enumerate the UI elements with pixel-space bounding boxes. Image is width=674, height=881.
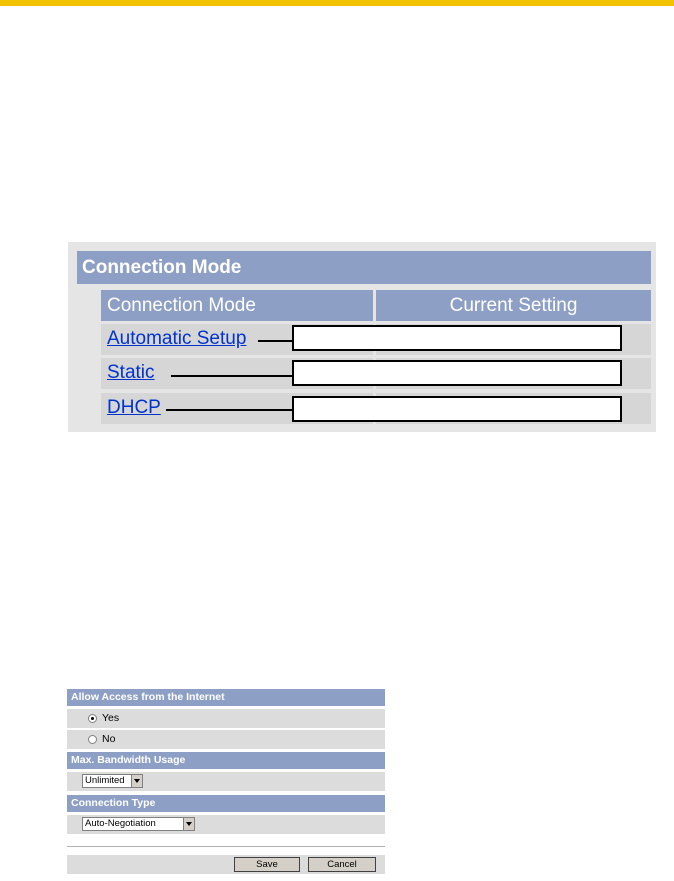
callout-line [171, 375, 292, 377]
static-link[interactable]: Static [107, 362, 155, 383]
connection-type-select[interactable] [82, 817, 195, 831]
cancel-button[interactable]: Cancel [308, 857, 376, 872]
chevron-down-icon[interactable] [183, 818, 194, 830]
button-bar [67, 855, 385, 874]
bandwidth-row [67, 772, 385, 791]
callout-line [258, 340, 292, 342]
current-setting-callout-box [292, 325, 622, 351]
callout-line [166, 409, 292, 411]
connection-type-header: Connection Type [67, 795, 385, 812]
radio-yes[interactable] [88, 714, 97, 723]
allow-access-header: Allow Access from the Internet [67, 689, 385, 706]
dhcp-link[interactable]: DHCP [107, 397, 161, 418]
radio-row-yes[interactable] [67, 709, 385, 728]
automatic-setup-link[interactable]: Automatic Setup [107, 328, 247, 349]
chevron-down-icon[interactable] [131, 775, 142, 787]
radio-no[interactable] [88, 735, 97, 744]
column-header-connection-mode: Connection Mode [101, 290, 373, 321]
top-accent-bar [0, 0, 674, 6]
current-setting-callout-box [292, 396, 622, 422]
bandwidth-select-value: Unlimited [85, 775, 125, 786]
bandwidth-select[interactable] [82, 774, 143, 788]
current-setting-callout-box [292, 360, 622, 386]
connection-mode-title: Connection Mode [77, 251, 651, 284]
radio-row-no[interactable] [67, 730, 385, 749]
column-header-current-setting: Current Setting [376, 290, 651, 321]
connection-type-row [67, 815, 385, 834]
connection-type-select-value: Auto-Negotiation [85, 818, 156, 829]
radio-no-label: No [102, 733, 116, 745]
radio-yes-label: Yes [102, 712, 120, 724]
save-button[interactable]: Save [234, 857, 300, 872]
bandwidth-header: Max. Bandwidth Usage [67, 752, 385, 769]
divider [67, 846, 385, 847]
